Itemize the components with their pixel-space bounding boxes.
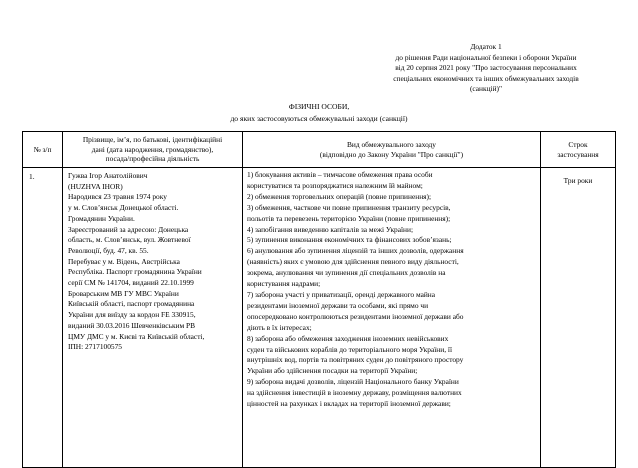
measure-line: 9) заборона видачі дозволів, ліцензій Національного банку України <box>247 377 459 387</box>
person-line: виданий 30.03.2016 Шевченківським РВ <box>68 320 196 330</box>
person-line: України для виїзду за кордон FE 330915, <box>68 310 196 320</box>
person-line: Народився 23 травня 1974 року <box>68 192 167 202</box>
annex-line: Додаток 1 <box>470 42 502 51</box>
header-person <box>63 132 243 168</box>
person-line: Київській області, паспорт громадянина <box>68 299 195 309</box>
measure-line: 5) зупинення виконання економічних та фінансових зобов’язань; <box>247 235 452 245</box>
person-line: Зареєстрований за адресою: Донецька <box>68 224 189 234</box>
person-line: Громадянин України. <box>68 213 135 223</box>
person-line: область, м. Слов’янськ, вул. Жовтневої <box>68 235 191 245</box>
measure-line: опосередковано контролюються резидентами іноземної держави або <box>247 311 464 321</box>
document-subtitle: до яких застосовуються обмежувальні заходи (санкції) <box>230 114 408 123</box>
measure-line: України або здійснення посадки на території України; <box>247 366 418 376</box>
measure-line: польотів та перевезень територією України (повне припинення); <box>247 213 451 223</box>
table-row <box>23 168 616 468</box>
measure-line: резидентами іноземної держави та особами, які прямо чи <box>247 300 429 310</box>
annex-line: від 20 серпня 2021 року "Про застосування персональних <box>395 63 577 73</box>
person-line: Гужва Ігор Анатолійович <box>68 171 148 180</box>
measures-list <box>243 168 541 468</box>
measure-line: 6) анулювання або зупинення ліцензій та інших дозволів, одержання <box>247 246 464 256</box>
person-details <box>63 168 243 468</box>
measure-line: 8) заборона або обмеження заходження іноземних невійськових <box>247 333 449 343</box>
person-line: Революції, буд. 47, кв. 55. <box>68 245 149 255</box>
person-line: (HUZHVA IHOR) <box>68 181 123 191</box>
measure-line: 7) заборона участі у приватизації, оренді державного майна <box>247 289 436 299</box>
header-person-line: посада/професійна діяльність <box>105 154 200 164</box>
header-term-line: Строк <box>568 139 588 149</box>
header-number: № з/п <box>23 132 63 168</box>
annex-line: спеціальних економічних та інших обмежувальних заходів <box>393 73 579 83</box>
header-person-line: Прізвище, ім’я, по батькові, ідентифікаційні <box>82 135 223 145</box>
person-line: Перебуває у м. Відень, Австрійська <box>68 256 180 266</box>
header-measure <box>243 132 541 168</box>
person-line: Республіка. Паспорт громадянина України <box>68 267 202 277</box>
person-line: ЦМУ ДМС у м. Києві та Київській області, <box>68 331 205 341</box>
header-term-line: застосування <box>557 149 599 159</box>
measure-line: цінностей на рахунках і вкладах на території іноземної держави; <box>247 399 451 409</box>
measure-line: користування надрами; <box>247 279 321 289</box>
header-measure-line: (відповідно до Закону України "Про санкції") <box>319 149 464 159</box>
measure-line: суден та військових кораблів до територіального моря України, її <box>247 344 453 354</box>
document-title: ФІЗИЧНІ ОСОБИ, <box>288 102 350 111</box>
header-person-line: дані (дата народження, громадянство), <box>91 144 214 154</box>
measure-line: 3) обмеження, часткове чи повне припинення транзиту ресурсів, <box>247 202 451 212</box>
person-line: Броварським МВ ГУ МВС України <box>68 288 179 298</box>
measure-line: користуватися та розпоряджатися належним їй майном; <box>247 180 423 190</box>
row-number: 1. <box>23 168 63 468</box>
measure-line: 1) блокування активів – тимчасове обмеження права особи <box>247 170 433 179</box>
annex-line: до рішення Ради національної безпеки і оборони України <box>395 52 577 62</box>
header-term <box>541 132 616 168</box>
person-line: серії СМ № 141704, виданий 22.10.1999 <box>68 278 194 288</box>
measure-line: на здійснення інвестицій в іноземну державу, розміщення валютних <box>247 388 462 398</box>
person-line: у м. Слов’янськ Донецької області. <box>68 203 179 213</box>
measure-line: (наявність) яких є умовою для здійснення певного виду діяльності, <box>247 257 459 267</box>
measure-line: 4) запобігання виведенню капіталів за межі України; <box>247 224 414 234</box>
person-line: ІПН: 2717100575 <box>68 342 122 352</box>
annex-note <box>364 42 608 95</box>
measure-line: 2) обмеження торговельних операцій (повне припинення); <box>247 191 432 201</box>
table-header-row <box>23 132 616 168</box>
measure-line: внутрішніх вод, портів та повітряних суден до повітряного простору <box>247 355 464 365</box>
application-term: Три роки <box>541 168 616 468</box>
annex-line: (санкцій)" <box>469 84 503 94</box>
measure-line: діють в їх інтересах; <box>247 322 312 332</box>
header-measure-line: Вид обмежувального заходу <box>346 139 437 149</box>
measure-line: зокрема, анулювання чи зупинення дії спеціальних дозволів на <box>247 268 446 278</box>
sanctions-table <box>22 131 616 468</box>
